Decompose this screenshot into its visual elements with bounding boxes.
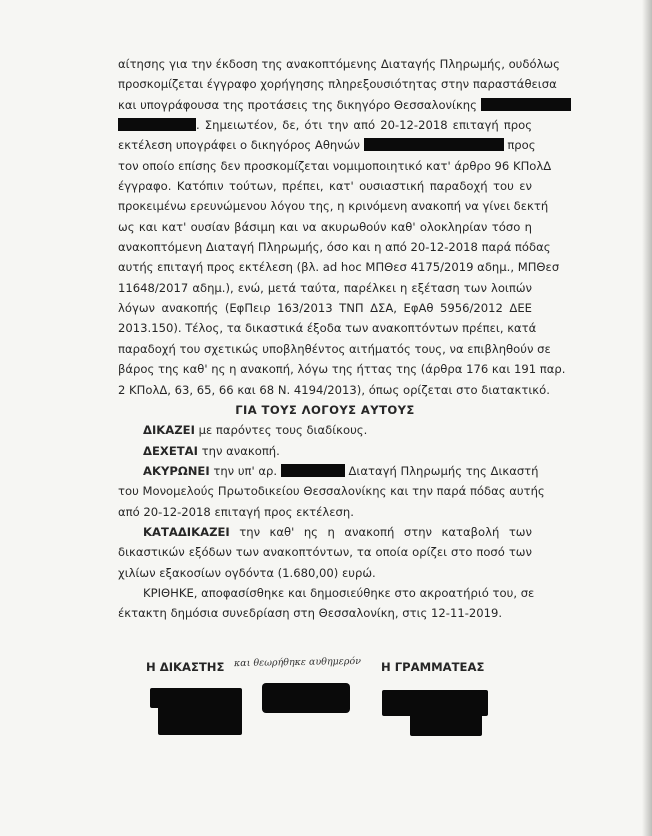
redaction-bar: [364, 138, 504, 151]
decision-dechetai: [118, 441, 532, 461]
redaction-bar: [481, 98, 571, 111]
keyword: ΚΑΤΑΔΙΚΑΖΕΙ: [143, 524, 230, 539]
redaction-bar: [281, 464, 345, 477]
text-line: τον οποίο επίσης δεν προσκομίζεται νομιμοποιητικό κατ' άρθρο 96 ΚΠολΔ: [118, 158, 552, 173]
text-line: από 20-12-2018 επιταγή προς εκτέλεση.: [118, 504, 354, 519]
decision-katadikazei: [118, 522, 532, 542]
line-text: Διαταγή Πληρωμής της Δικαστή: [348, 463, 539, 478]
text-line: λόγων ανακοπής (ΕφΠειρ 163/2013 ΤΝΠ ΔΣΑ, ΕφΑθ 5956/2012 ΔΕΕ: [118, 301, 532, 316]
clerk-label: Η ΓΡΑΜΜΑΤΕΑΣ: [381, 660, 485, 674]
keyword: ΔΕΧΕΤΑΙ: [143, 443, 198, 458]
text-line: βάρος της καθ' ης η ανακοπή, λόγω της ήττας της (άρθρα 176 και 191 παρ.: [118, 362, 566, 377]
line-text: με παρόντες τους διαδίκους.: [198, 423, 368, 438]
text-line: έγγραφο. Κατόπιν τούτων, πρέπει, κατ' ουσιαστική παραδοχή του εν: [118, 179, 532, 194]
text-line: παραδοχή του σχετικώς υποβληθέντος αιτήματός τους, να επιβληθούν σε: [118, 341, 551, 356]
text-line: αυτής επιταγή προς εκτέλεση (βλ. ad hoc ΜΠΘεσ 4175/2019 αδημ., ΜΠΘεσ: [118, 260, 560, 275]
section-heading: ΓΙΑ ΤΟΥΣ ΛΟΓΟΥΣ ΑΥΤΟΥΣ: [235, 402, 415, 417]
line-text: την υπ' αρ.: [213, 463, 278, 478]
decision-krithike: ΚΡΙΘΗΚΕ, αποφασίσθηκε και δημοσιεύθηκε στο ακροατήριό του, σε: [143, 585, 535, 600]
clerk-signature-redaction: [382, 690, 488, 716]
decision-akyronei: [118, 461, 539, 481]
text-line: έκτακτη δημόσια συνεδρίαση στη Θεσσαλονίκη, στις 12-11-2019.: [118, 606, 503, 621]
document-body: [118, 54, 566, 624]
page-edge-shadow: [642, 0, 652, 836]
text-line: δικαστικών εξόδων των ανακοπτόντων, τα οποία ορίζει στο ποσό των: [118, 545, 532, 560]
line-text: την καθ' ης η ανακοπή στην καταβολή των: [239, 524, 532, 539]
line-text: εκτέλεση υπογράφει ο δικηγόρος Αθηνών: [118, 138, 360, 153]
text-line: [118, 135, 536, 155]
text-line: 11648/2017 αδημ.), ενώ, μετά ταύτα, παρέλκει η εξέταση των λοιπών: [118, 280, 532, 295]
stamp-signature-redaction: [262, 683, 350, 713]
judge-label: Η ΔΙΚΑΣΤΗΣ: [146, 660, 225, 674]
keyword: ΑΚΥΡΩΝΕΙ: [143, 463, 210, 478]
line-text: και υπογράφουσα της προτάσεις της δικηγόρο Θεσσαλονίκης: [118, 97, 477, 112]
text-line: χιλίων εξακοσίων ογδόντα (1.680,00) ευρώ.: [118, 565, 376, 580]
decision-dikazei: [118, 420, 532, 440]
judge-signature-redaction: [158, 705, 242, 735]
text-line: ως και κατ' ουσίαν βάσιμη και να ακυρωθούν καθ' ολοκληρίαν τόσο η: [118, 219, 532, 234]
line-text: . Σημειωτέον, δε, ότι την από 20-12-2018 επιταγή προς: [196, 118, 532, 133]
text-line: αίτησης για την έκδοση της ανακοπτόμενης Διαταγής Πληρωμής, ουδόλως: [118, 57, 560, 71]
text-line: προσκομίζεται έγγραφο χορήγησης πληρεξουσιότητας στην παραστάθεισα: [118, 77, 557, 92]
text-line: 2 ΚΠολΔ, 63, 65, 66 και 68 Ν. 4194/2013), όπως ορίζεται στο διατακτικό.: [118, 382, 550, 397]
line-text: την ανακοπή.: [201, 443, 280, 458]
text-line: του Μονομελούς Πρωτοδικείου Θεσσαλονίκης και την παρά πόδας αυτής: [118, 484, 545, 499]
line-text: προς: [507, 138, 536, 153]
redaction-bar: [118, 118, 196, 131]
text-line: προκειμένω ερευνώμενου λόγου της, η κρινόμενη ανακοπή να γίνει δεκτή: [118, 199, 549, 214]
keyword: ΔΙΚΑΖΕΙ: [143, 423, 195, 438]
stamp-note: και θεωρήθηκε αυθημερόν: [233, 655, 362, 670]
text-line: ανακοπτόμενη Διαταγή Πληρωμής, όσο και η από 20-12-2018 παρά πόδας: [118, 240, 551, 255]
text-line: [118, 95, 532, 115]
text-line: 2013.150). Τέλος, τα δικαστικά έξοδα των ανακοπτόντων πρέπει, κατά: [118, 321, 537, 336]
signature-row: [128, 655, 528, 678]
clerk-signature-redaction: [410, 714, 482, 736]
text-line: [118, 115, 532, 135]
